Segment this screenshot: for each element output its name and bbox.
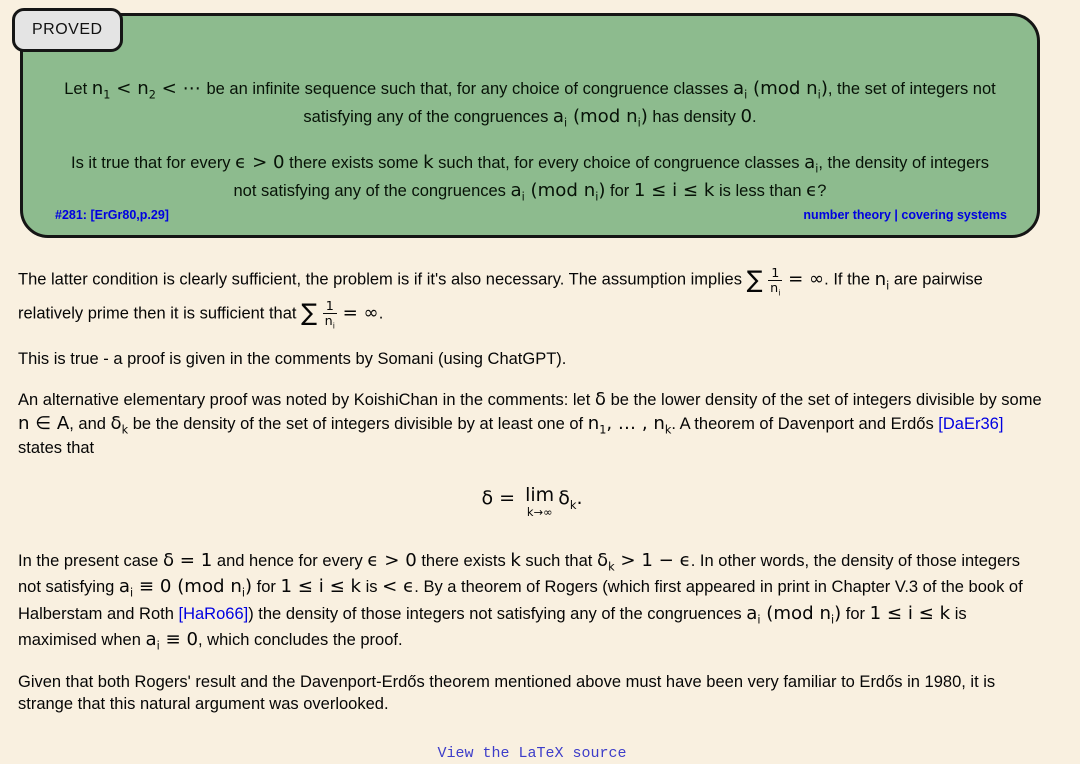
math-inline: $n_k$ (653, 412, 672, 437)
tag-list (803, 208, 1007, 222)
math-inline: $n_i$ (583, 179, 599, 204)
equation-lhs: δ = (481, 487, 522, 510)
equation-rhs: $\delta_k$. (558, 487, 583, 513)
math-inline: (mod (567, 105, 627, 127)
tag-separator: | (890, 208, 902, 222)
math-inline: ) (598, 179, 606, 201)
math-inline: $\delta_k$ (596, 549, 615, 574)
math-inline: δ = 1 (162, 549, 213, 571)
inline-fraction: $\frac{1}{n_i}$ (324, 298, 335, 331)
math-inline (746, 264, 783, 298)
tag-link-covering-systems[interactable]: covering systems (901, 208, 1007, 222)
summation-icon: ∑ (301, 298, 317, 327)
math-inline: $a_i$ (552, 105, 568, 130)
math-inline: < (110, 78, 138, 99)
math-inline (301, 298, 337, 331)
math-inline: = ∞ (336, 302, 379, 324)
limit-operator: lim k→∞ (525, 484, 555, 520)
math-inline: 1 ≤ i ≤ k (869, 602, 951, 624)
math-inline: $a_i$ (145, 629, 160, 654)
math-inline: $n_1$ (91, 78, 111, 102)
math-inline: > 1 − ϵ (614, 549, 691, 571)
math-inline: $\delta_k$ (110, 412, 129, 437)
problem-statement-line-2: Is it true that for every ϵ > 0 there exists some k such that, for every choice of congruence classes $a_i$, the density of integers not satisfying any of the congruences $a_i$ (mod $n_i$) for 1 ≤ i ≤ k is less than ϵ? (71, 152, 989, 204)
math-inline: < ⋯ (155, 78, 207, 99)
math-inline: (mod (524, 179, 584, 201)
math-inline: $n_i$ (874, 268, 890, 293)
comment-paragraph-4: In the present case δ = 1 and hence for every ϵ > 0 there exists k such that $\delta_k > 1 - \epsilon$. In other words, the density of those integers not satisfying $a_i \equiv 0$ (mod $n_i$) for 1 ≤ i ≤ k is < ϵ. By a theorem of Rogers (which first appeared in print in Chapter V.3 of the book of Halberstam and Roth [HaRo66]) the density of those integers not satisfying any of the congruences $a_i$ (mod $n_i$) for 1 ≤ i ≤ k is maximised when $a_i \equiv 0$, which concludes the proof. (18, 549, 1023, 654)
comment-paragraph-2: This is true - a proof is given in the comments by Somani (using ChatGPT). (18, 349, 567, 368)
math-inline: $a_i$ (733, 78, 748, 102)
math-inline: ) (834, 602, 842, 624)
math-inline: k (510, 549, 521, 571)
comment-paragraph-3: An alternative elementary proof was noted by KoishiChan in the comments: let δ be the lower density of the set of integers divisible by some n ∈ A, and $\delta_k$ be the density of the set of integers divisible by at least one of $n_1$, … , $n_k$. A theorem of Davenport and Erdős [DaEr36] states that (18, 388, 1042, 458)
math-inline: ≡ 0 (159, 629, 199, 651)
math-inline: , … , (606, 412, 654, 434)
math-inline: $n_2$ (137, 78, 156, 102)
math-inline: ) (640, 105, 648, 127)
problem-statement-line-1: Let $n_1 < n_2$ < ⋯ be an infinite sequence such that, for any choice of congruence classes $a_i$ (mod $n_i$), the set of integers not satisfying any of the congruences $a_i$ (mod $n_i$) has density 0. (64, 78, 996, 130)
tag-link-number-theory[interactable]: number theory (803, 208, 891, 222)
latex-link-row (18, 742, 1046, 764)
problem-card (20, 13, 1040, 238)
math-inline: 1 ≤ i ≤ k (280, 576, 362, 598)
math-inline: (mod (747, 78, 807, 99)
problem-card-footer (55, 208, 1007, 222)
math-inline: ≡ 0 (mod (133, 576, 231, 598)
math-inline: $a_i$ (804, 152, 819, 176)
comment-paragraph-1: The latter condition is clearly sufficient, the problem is if it's also necessary. The assumption implies ∑ $\frac{1}{n_i}$ = ∞. If the $n_i$ are pairwise relatively prime then it is sufficient that ∑ $\frac{1}{n_i}$ = ∞. (18, 264, 983, 331)
math-inline: < ϵ (382, 576, 415, 598)
math-inline: 0 (740, 105, 752, 127)
math-inline: $a_i$ (510, 179, 525, 204)
math-inline: k (423, 152, 434, 174)
math-inline: $a_i$ (118, 576, 134, 600)
math-inline: δ (594, 388, 606, 410)
math-inline: $a_i$ (746, 602, 761, 627)
summation-icon: ∑ (746, 265, 763, 293)
inline-fraction: $\frac{1}{n_i}$ (770, 264, 781, 298)
math-inline: $n_1$ (587, 412, 607, 437)
display-equation (18, 486, 1046, 518)
math-inline: $n_i$ (626, 105, 641, 130)
math-inline: = ∞ (782, 268, 825, 290)
math-inline: 1 ≤ i ≤ k (633, 179, 715, 201)
math-inline: $n_i$ (230, 576, 245, 600)
math-inline: $n_i$ (819, 602, 835, 627)
math-inline: n ∈ A (18, 412, 70, 434)
math-inline: ϵ > 0 (235, 152, 285, 174)
math-inline: ) (244, 576, 253, 598)
problem-reference-link[interactable]: #281: [ErGr80,p.29] (55, 208, 169, 222)
math-inline: ) (820, 78, 828, 99)
status-badge: PROVED (12, 8, 123, 52)
citation-link[interactable]: [HaRo66] (178, 604, 249, 623)
citation-link[interactable]: [DaEr36] (938, 414, 1004, 433)
math-inline: $n_i$ (806, 78, 821, 102)
comment-paragraph-5: Given that both Rogers' result and the Davenport-Erdős theorem mentioned above must have been very familiar to Erdős in 1980, it is strange that this natural argument was overlooked. (18, 673, 996, 713)
math-inline: ϵ > 0 (367, 549, 417, 571)
math-inline: ϵ (806, 179, 818, 201)
math-inline: (mod (760, 602, 820, 624)
commentary (18, 264, 1046, 764)
problem-statement (23, 16, 1037, 205)
latex-source-link[interactable]: View the LaTeX source (437, 744, 627, 762)
